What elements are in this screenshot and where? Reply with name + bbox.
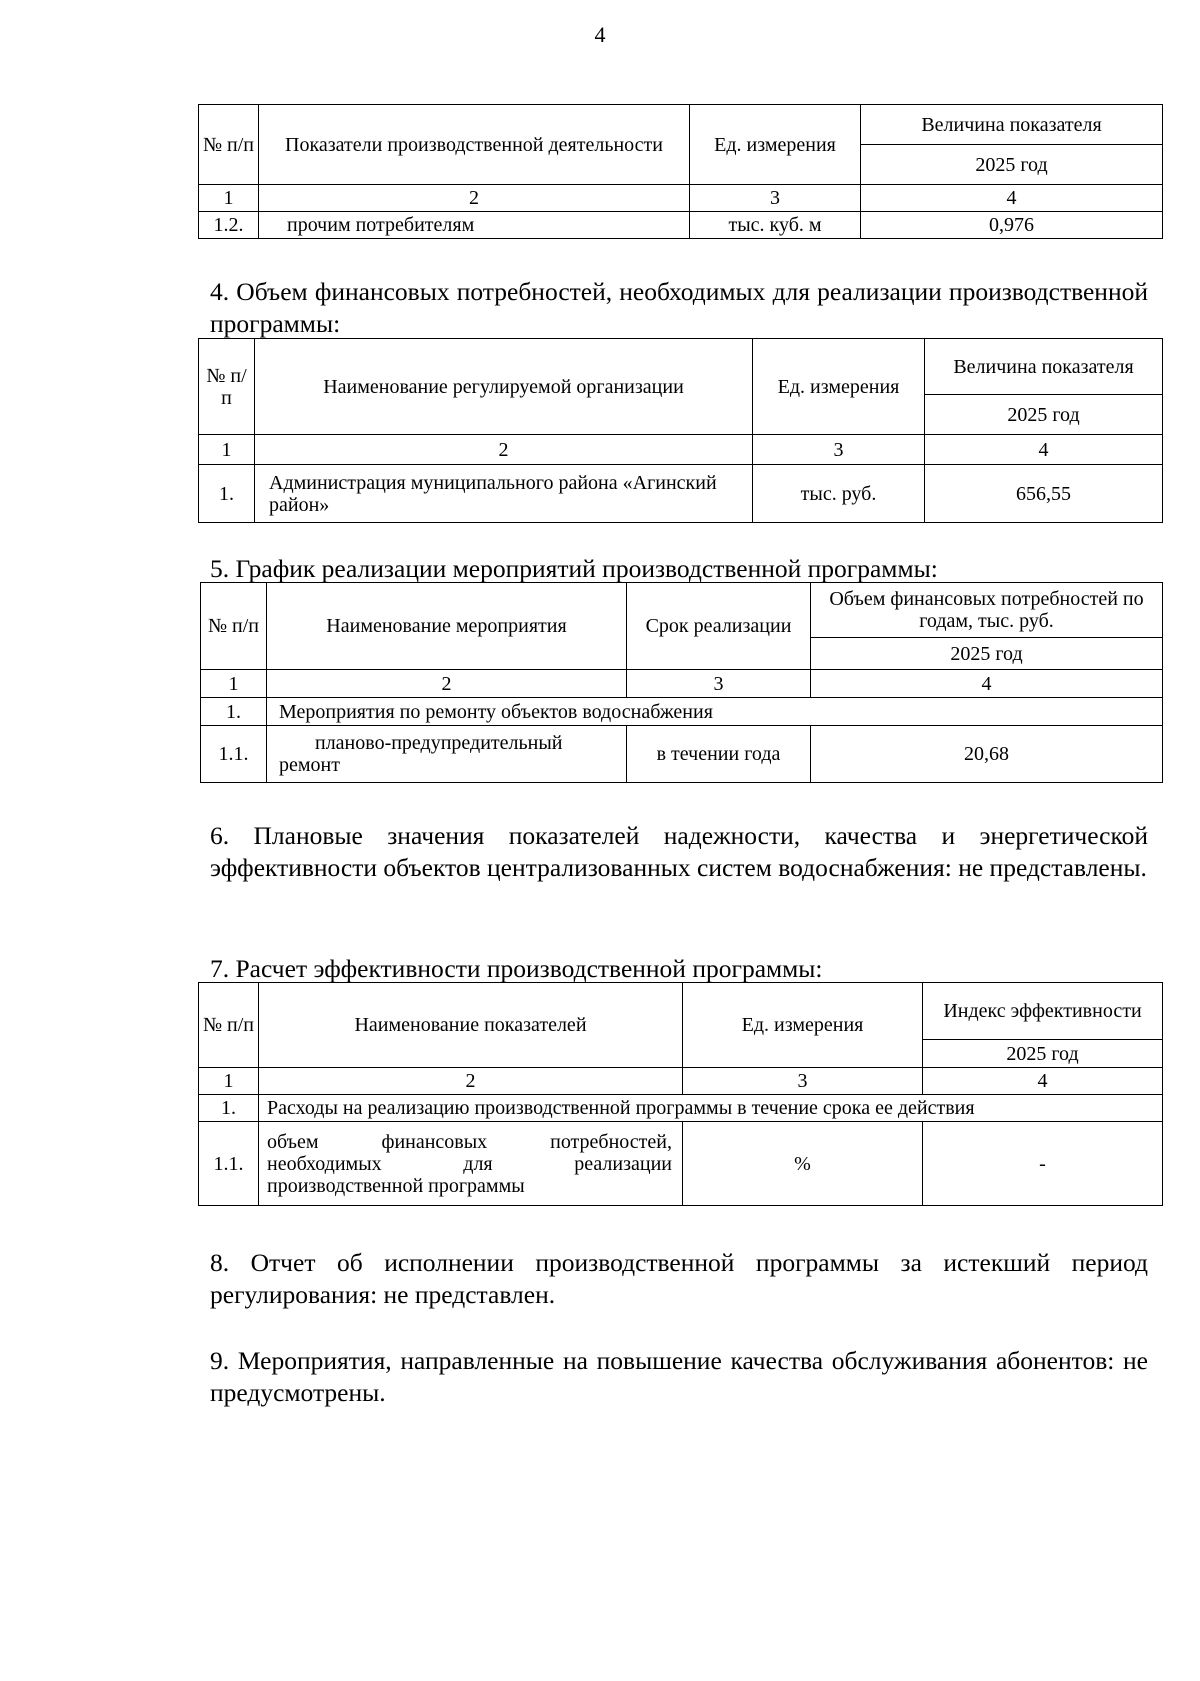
header-unit: Ед. измерения [683, 983, 923, 1068]
header-value-group: Величина показателя [925, 339, 1163, 395]
header-year: 2025 год [923, 1040, 1163, 1068]
header-indicator-name: Показатели производственной деятельности [259, 105, 690, 185]
section-7-heading: 7. Расчет эффективности производственной программы: [210, 954, 823, 983]
column-index-row: 1 2 3 4 [199, 435, 1163, 465]
header-unit: Ед. измерения [690, 105, 861, 185]
header-num: № п/п [201, 583, 267, 670]
section-4-heading: 4. Объем финансовых потребностей, необходимых для реализации производственной программы: [210, 277, 1148, 338]
column-index-row: 1 2 3 4 [199, 185, 1163, 212]
section-6-text: 6. Плановые значения показателей надежности, качества и энергетической эффективности объектов централизованных систем водоснабжения: не представлены. [210, 821, 1148, 882]
section-5-heading: 5. График реализации мероприятий производственной программы: [210, 554, 938, 583]
header-measure-name: Наименование мероприятия [267, 583, 627, 670]
column-index-row: 1 2 3 4 [199, 1068, 1163, 1095]
header-value-group: Индекс эффективности [923, 983, 1163, 1040]
header-value-group: Объем финансовых потребностей по годам, тыс. руб. [811, 583, 1163, 638]
group-row: 1. Мероприятия по ремонту объектов водоснабжения [201, 698, 1163, 726]
group-row: 1. Расходы на реализацию производственной программы в течение срока ее действия [199, 1095, 1163, 1122]
header-indicator-name: Наименование показателей [259, 983, 683, 1068]
header-unit: Ед. измерения [753, 339, 925, 435]
header-term: Срок реализации [627, 583, 811, 670]
header-year: 2025 год [811, 638, 1163, 670]
header-num: № п/п [199, 339, 255, 435]
table-row: 1. Администрация муниципального района «Агинский район» тыс. руб. 656,55 [199, 465, 1163, 523]
header-year: 2025 год [925, 395, 1163, 435]
schedule-table [200, 582, 1163, 783]
header-value-group: Величина показателя [861, 105, 1163, 145]
page-number: 4 [594, 22, 606, 47]
section-9-text: 9. Мероприятия, направленные на повышение качества обслуживания абонентов: не предусмотрены. [210, 1346, 1148, 1407]
header-organization-name: Наименование регулируемой организации [255, 339, 753, 435]
header-num: № п/п [199, 105, 259, 185]
column-index-row: 1 2 3 4 [201, 670, 1163, 698]
table-row: 1.2. прочим потребителям тыс. куб. м 0,976 [199, 212, 1163, 239]
production-indicators-table [198, 104, 1163, 239]
table-row: 1.1. планово-предупредительный ремонт в течении года 20,68 [201, 726, 1163, 783]
table-row: 1.1. объем финансовых потребностей, необходимых для реализации производственной программы % - [199, 1122, 1163, 1206]
header-year: 2025 год [861, 145, 1163, 185]
header-num: № п/п [199, 983, 259, 1068]
financial-needs-table [198, 338, 1163, 523]
efficiency-table [198, 982, 1163, 1206]
section-8-text: 8. Отчет об исполнении производственной программы за истекший период регулирования: не представлен. [210, 1248, 1148, 1309]
